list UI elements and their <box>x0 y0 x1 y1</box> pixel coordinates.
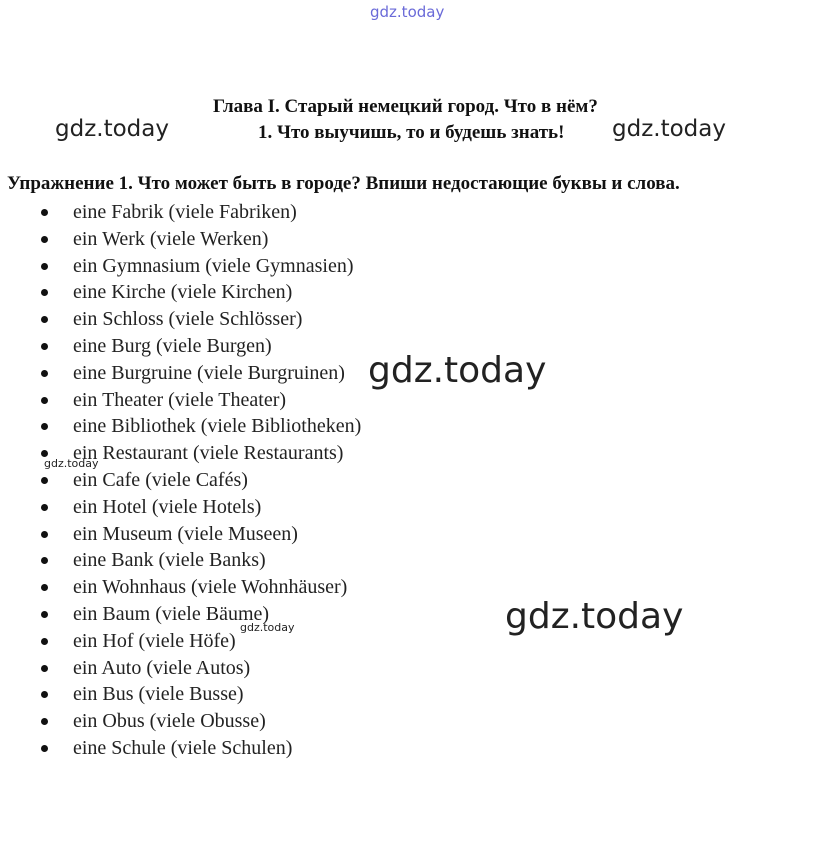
bullet-icon <box>41 691 48 698</box>
bullet-icon <box>41 423 48 430</box>
bullet-icon <box>41 745 48 752</box>
list-item-text: ein Theater (viele Theater) <box>73 388 287 411</box>
list-item-text: eine Fabrik (viele Fabriken) <box>73 201 297 223</box>
bullet-icon <box>41 611 48 618</box>
list-item-text: ein Schloss (viele Schlösser) <box>73 308 303 331</box>
list-item-text: ein Cafe (viele Cafés) <box>73 468 248 491</box>
list-item-text: ein Baum (viele Bäume) <box>73 602 270 625</box>
watermark-top: gdz.today <box>370 3 445 21</box>
list-item-text: ein Hotel (viele Hotels) <box>73 495 262 518</box>
list-item-text: ein Wohnhaus (viele Wohnhäuser) <box>73 576 348 599</box>
list-item-text: ein Auto (viele Autos) <box>73 656 251 679</box>
chapter-title: Глава I. Старый немецкий город. Что в нём? <box>213 96 598 117</box>
watermark-left: gdz.today <box>55 116 169 142</box>
list-item-text: ein Hof (viele Höfe) <box>73 629 236 652</box>
list-item-text: eine Burgruine (viele Burgruinen) <box>73 361 345 384</box>
exercise-title: Упражнение 1. Что может быть в городе? Впиши недостающие буквы и слова. <box>7 173 680 194</box>
bullet-icon <box>41 316 48 323</box>
list-item-text: eine Kirche (viele Kirchen) <box>73 281 293 304</box>
list-item-text: ein Obus (viele Obusse) <box>73 710 266 733</box>
bullet-icon <box>41 209 48 216</box>
watermark-small-1: gdz.today <box>44 457 99 470</box>
bullet-icon <box>41 289 48 296</box>
bullet-icon <box>41 718 48 725</box>
watermark-small-2: gdz.today <box>240 621 295 634</box>
bullet-icon <box>41 531 48 538</box>
list-item-text: ein Bus (viele Busse) <box>73 683 244 706</box>
list-item-text: ein Restaurant (viele Restaurants) <box>73 442 344 465</box>
list-item-text: eine Bibliothek (viele Bibliotheken) <box>73 415 362 438</box>
bullet-icon <box>41 584 48 591</box>
list-item-text: ein Gymnasium (viele Gymnasien) <box>73 254 354 277</box>
bullet-icon <box>41 665 48 672</box>
bullet-icon <box>41 397 48 404</box>
list-item-text: eine Bank (viele Banks) <box>73 549 266 572</box>
watermark-center: gdz.today <box>368 350 547 391</box>
bullet-icon <box>41 370 48 377</box>
bullet-icon <box>41 263 48 270</box>
bullet-icon <box>41 638 48 645</box>
list-item-text: eine Burg (viele Burgen) <box>73 334 272 357</box>
watermark-bottom: gdz.today <box>505 596 684 637</box>
list-item-text: eine Schule (viele Schulen) <box>73 736 293 759</box>
list-item-text: ein Museum (viele Museen) <box>73 522 298 545</box>
bullet-icon <box>41 343 48 350</box>
bullet-icon <box>41 504 48 511</box>
bullet-icon <box>41 557 48 564</box>
list-item-text: ein Werk (viele Werken) <box>73 227 269 250</box>
bullet-icon <box>41 236 48 243</box>
section-title: 1. Что выучишь, то и будешь знать! <box>258 122 565 143</box>
bullet-icon <box>41 477 48 484</box>
watermark-right: gdz.today <box>612 116 726 142</box>
